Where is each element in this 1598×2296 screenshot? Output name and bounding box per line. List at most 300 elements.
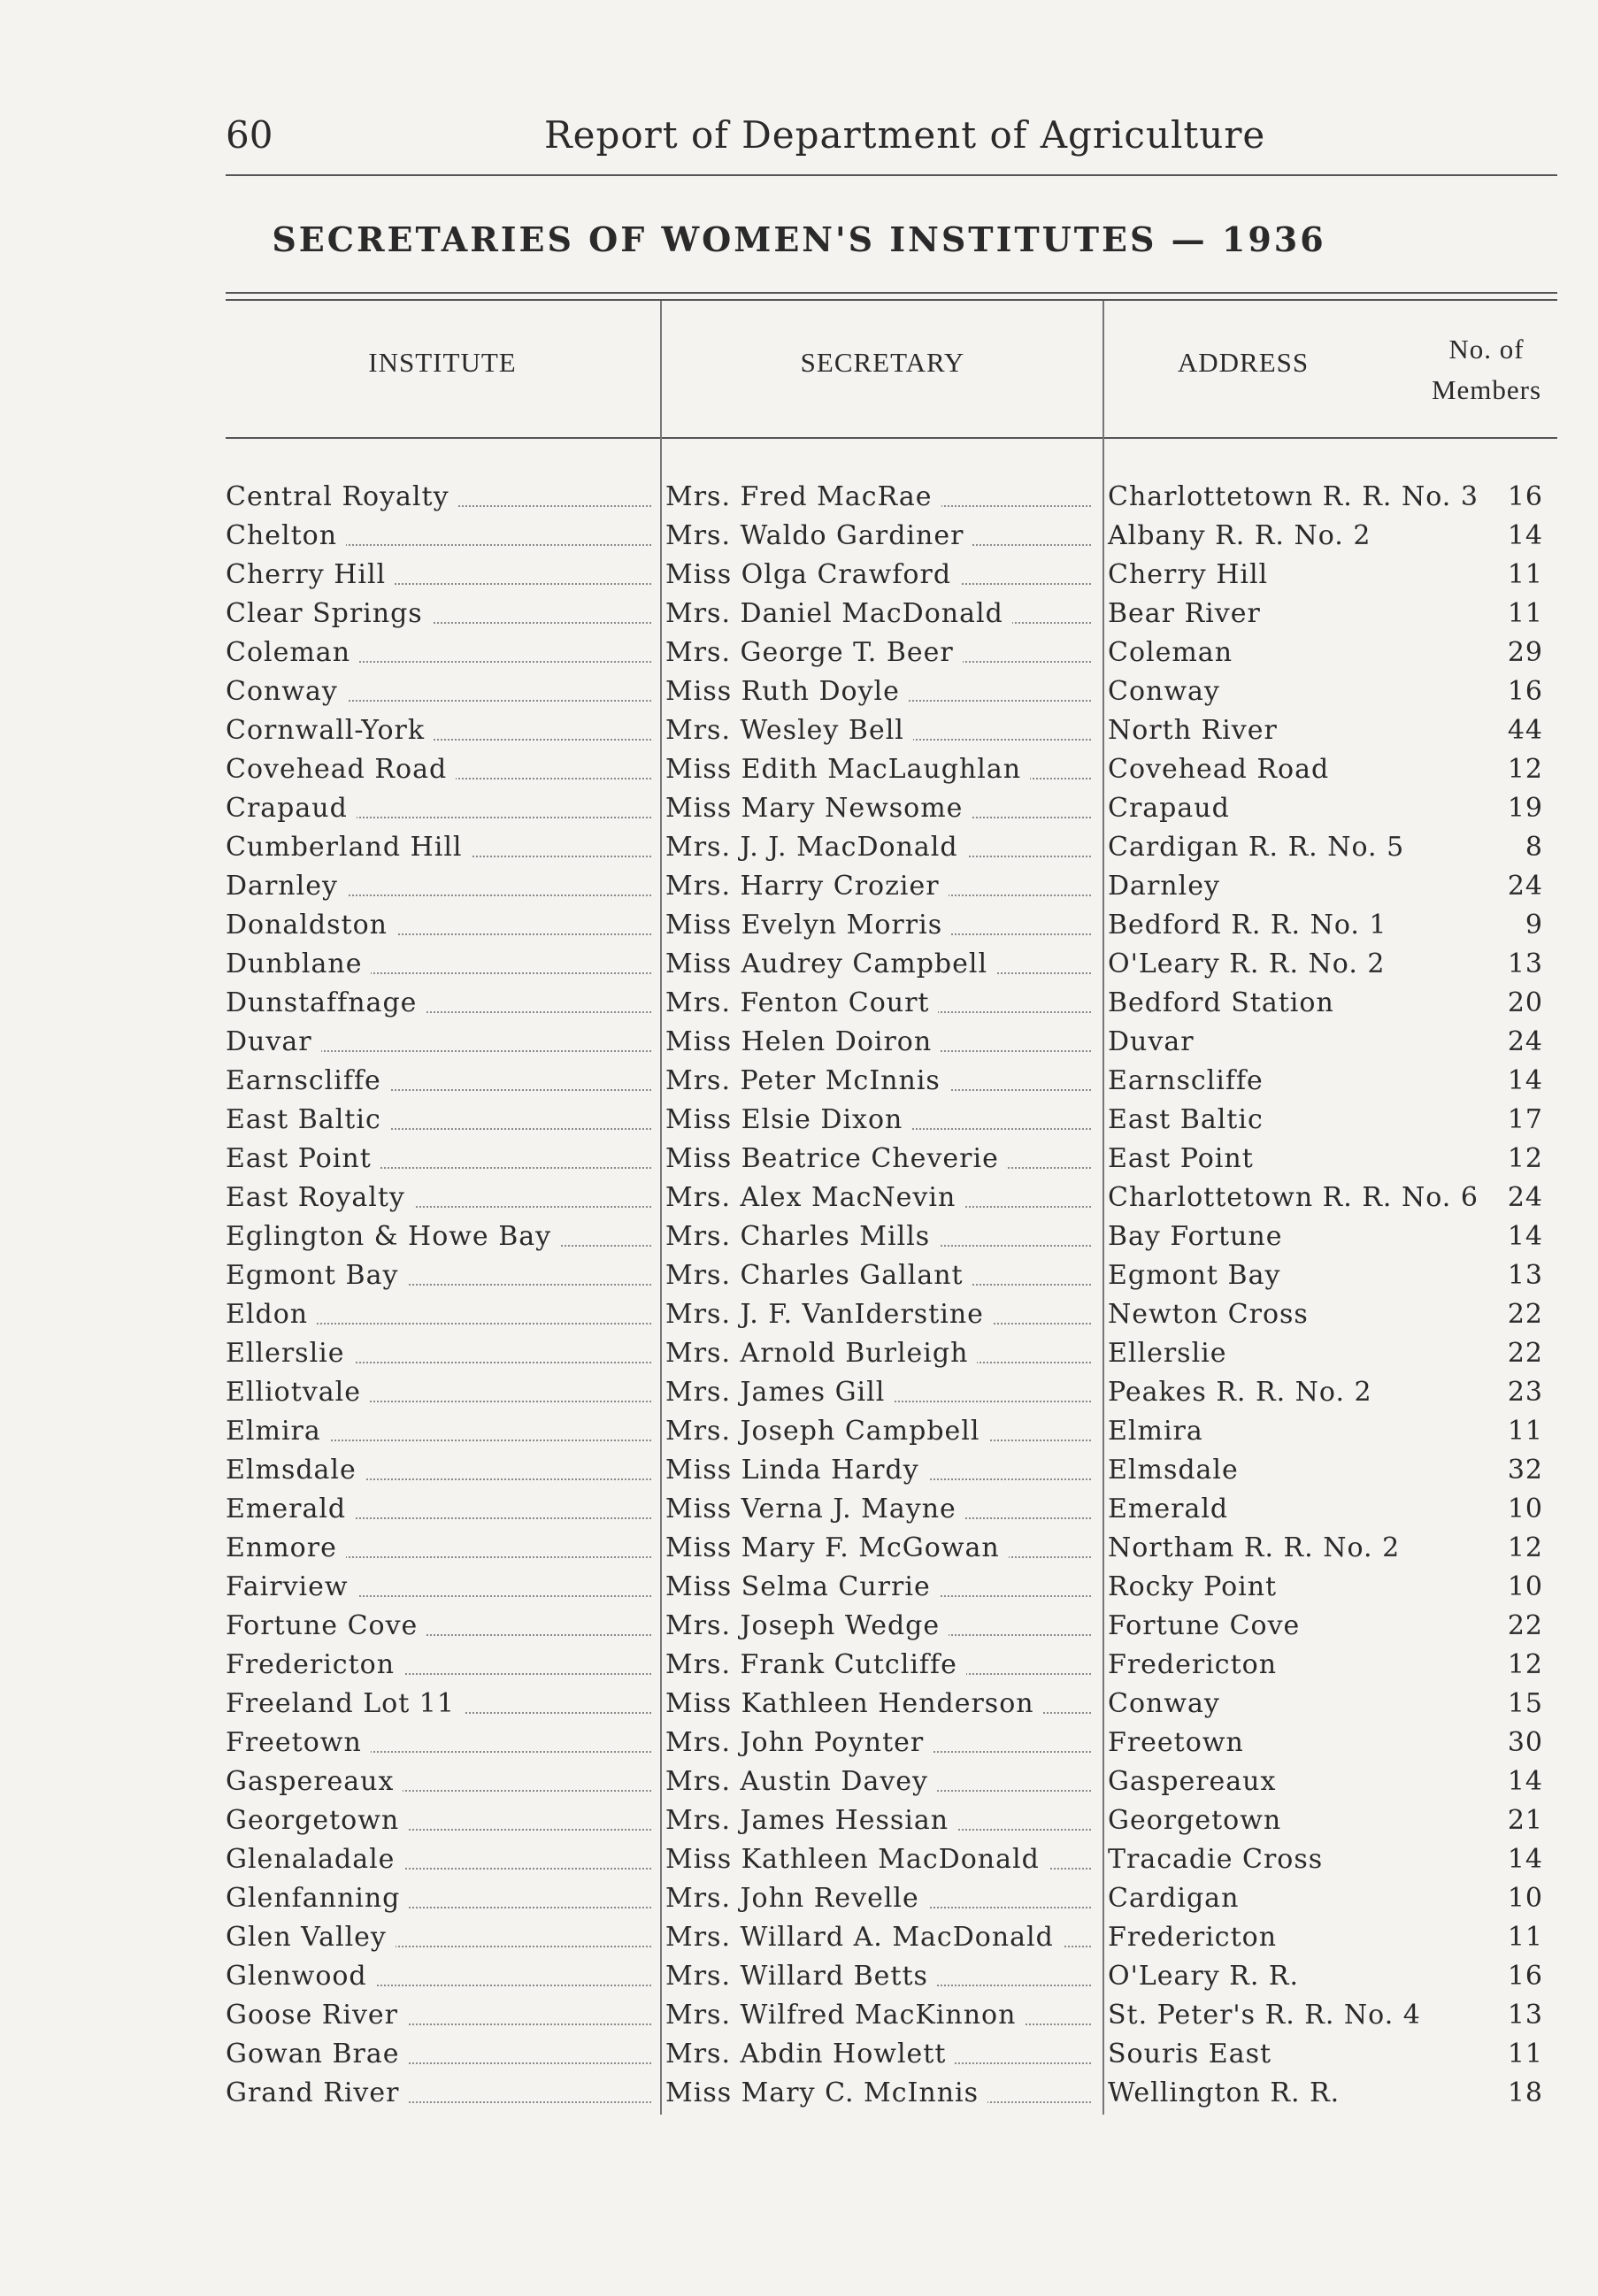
- secretary-cell: [665, 1607, 1096, 1646]
- secretary-cell: [665, 1451, 1096, 1490]
- address-cell-text: Peakes R. R. No. 2: [1108, 1377, 1381, 1408]
- table-header-rule: [226, 437, 1557, 439]
- secretary-cell: [665, 634, 1096, 672]
- table-top-rule-inner: [226, 299, 1557, 301]
- members-cell-text: 22: [1508, 1610, 1552, 1641]
- address-cell-text: Fortune Cove: [1108, 1610, 1309, 1641]
- address-cell: [1108, 1101, 1497, 1140]
- members-cell-text: 29: [1508, 637, 1552, 668]
- address-cell: [1108, 556, 1497, 595]
- institute-cell: [226, 1529, 657, 1568]
- members-cell: [1497, 828, 1552, 867]
- secretary-cell-text: Mrs. Willard A. MacDonald: [665, 1922, 1063, 1953]
- address-cell-text: Fredericton: [1108, 1922, 1286, 1953]
- institute-cell: [226, 1023, 657, 1062]
- secretary-cell: [665, 1295, 1096, 1334]
- institute-cell-text: Gowan Brae: [226, 2039, 408, 2069]
- members-cell: [1497, 1451, 1552, 1490]
- institute-cell: [226, 1256, 657, 1295]
- institute-cell-text: Elliotvale: [226, 1377, 370, 1408]
- institute-cell-text: Freeland Lot 11: [226, 1688, 464, 1719]
- address-cell: [1108, 1957, 1497, 1996]
- secretary-cell-text: Miss Beatrice Cheverie: [665, 1143, 1008, 1174]
- members-cell: [1497, 1412, 1552, 1451]
- address-cell-text: Souris East: [1108, 2039, 1280, 2069]
- institute-cell: [226, 1918, 657, 1957]
- table-row: [0, 1762, 1598, 1801]
- secretary-cell-text: Mrs. Daniel MacDonald: [665, 598, 1012, 629]
- table-row: [0, 1801, 1598, 1840]
- address-cell-text: Charlottetown R. R. No. 6: [1108, 1182, 1487, 1213]
- members-cell-text: 10: [1508, 1883, 1552, 1914]
- address-cell-text: East Point: [1108, 1143, 1263, 1174]
- table-row: [0, 1295, 1598, 1334]
- table-row: [0, 1685, 1598, 1724]
- institute-cell: [226, 711, 657, 750]
- institute-cell-text: Eldon: [226, 1299, 317, 1330]
- institute-cell: [226, 556, 657, 595]
- secretary-cell-text: Mrs. John Revelle: [665, 1883, 928, 1914]
- institute-cell: [226, 789, 657, 828]
- institute-cell-text: Grand River: [226, 2077, 408, 2108]
- table-row: [0, 1646, 1598, 1685]
- secretary-cell-text: Mrs. Wesley Bell: [665, 715, 913, 746]
- address-cell: [1108, 2074, 1497, 2113]
- table-row: [0, 828, 1598, 867]
- institute-cell-text: Central Royalty: [226, 481, 458, 512]
- members-cell: [1497, 2074, 1552, 2113]
- address-cell: [1108, 828, 1497, 867]
- institute-cell-text: Enmore: [226, 1532, 346, 1563]
- institute-cell: [226, 517, 657, 556]
- members-cell: [1497, 672, 1552, 711]
- address-cell-text: Fredericton: [1108, 1649, 1286, 1680]
- secretary-cell: [665, 1256, 1096, 1295]
- institute-cell: [226, 1179, 657, 1217]
- address-cell-text: Bedford R. R. No. 1: [1108, 910, 1396, 941]
- secretary-cell: [665, 1918, 1096, 1957]
- address-cell: [1108, 1607, 1497, 1646]
- table-row: [0, 1529, 1598, 1568]
- members-cell-text: 24: [1508, 1182, 1552, 1213]
- institute-cell: [226, 595, 657, 634]
- address-cell: [1108, 1412, 1497, 1451]
- address-cell: [1108, 595, 1497, 634]
- table-row: [0, 867, 1598, 906]
- institute-cell: [226, 1062, 657, 1101]
- institute-cell-text: Earnscliffe: [226, 1065, 390, 1096]
- institute-cell-text: Conway: [226, 676, 347, 707]
- address-cell-text: East Baltic: [1108, 1104, 1272, 1135]
- institute-cell: [226, 478, 657, 517]
- secretary-cell-text: Mrs. Arnold Burleigh: [665, 1338, 977, 1369]
- address-cell-text: Bedford Station: [1108, 987, 1343, 1018]
- institute-cell: [226, 672, 657, 711]
- secretary-cell-text: Mrs. Peter McInnis: [665, 1065, 949, 1096]
- secretary-cell: [665, 906, 1096, 945]
- secretary-cell: [665, 1879, 1096, 1918]
- institute-cell: [226, 1373, 657, 1412]
- address-cell-text: Earnscliffe: [1108, 1065, 1272, 1096]
- secretary-cell-text: Mrs. James Hessian: [665, 1805, 957, 1836]
- secretary-cell-text: Mrs. Charles Gallant: [665, 1260, 972, 1291]
- table-row: [0, 1140, 1598, 1179]
- column-header-members: [1398, 329, 1575, 411]
- secretary-cell-text: Mrs. Wilfred MacKinnon: [665, 2000, 1025, 2031]
- members-cell: [1497, 1607, 1552, 1646]
- secretary-cell-text: Mrs. Willard Betts: [665, 1961, 937, 1992]
- address-cell: [1108, 1451, 1497, 1490]
- members-cell-text: 14: [1508, 1065, 1552, 1096]
- institute-cell-text: Cumberland Hill: [226, 832, 472, 863]
- members-cell: [1497, 1373, 1552, 1412]
- institute-cell-text: Glenwood: [226, 1961, 376, 1992]
- address-cell: [1108, 517, 1497, 556]
- address-cell-text: Bear River: [1108, 598, 1270, 629]
- secretary-cell: [665, 1529, 1096, 1568]
- institute-cell-text: Glenfanning: [226, 1883, 409, 1914]
- table-row: [0, 1918, 1598, 1957]
- members-cell-text: 12: [1508, 1532, 1552, 1563]
- members-cell: [1497, 711, 1552, 750]
- members-cell: [1497, 634, 1552, 672]
- secretary-cell: [665, 2074, 1096, 2113]
- address-cell-text: Darnley: [1108, 871, 1229, 902]
- address-cell: [1108, 1762, 1497, 1801]
- address-cell: [1108, 1217, 1497, 1256]
- address-cell: [1108, 1918, 1497, 1957]
- members-cell-text: 30: [1508, 1727, 1552, 1758]
- table-top-rule: [226, 292, 1557, 294]
- address-cell-text: Conway: [1108, 1688, 1229, 1719]
- address-cell: [1108, 1140, 1497, 1179]
- secretary-cell-text: Miss Edith MacLaughlan: [665, 754, 1030, 785]
- institute-cell-text: Duvar: [226, 1026, 321, 1057]
- members-cell-text: 13: [1508, 2000, 1552, 2031]
- members-cell-text: 10: [1508, 1494, 1552, 1524]
- address-cell-text: Egmont Bay: [1108, 1260, 1289, 1291]
- secretary-cell: [665, 1179, 1096, 1217]
- table-row: [0, 750, 1598, 789]
- members-cell-text: 14: [1508, 1844, 1552, 1875]
- secretary-cell-text: Miss Selma Currie: [665, 1571, 940, 1602]
- secretary-cell: [665, 711, 1096, 750]
- members-cell-text: 16: [1508, 676, 1552, 707]
- address-cell: [1108, 1334, 1497, 1373]
- address-cell-text: Emerald: [1108, 1494, 1237, 1524]
- column-header-members-line2: Members: [1431, 374, 1542, 405]
- members-cell-text: 11: [1508, 1416, 1552, 1447]
- institute-cell: [226, 1607, 657, 1646]
- institute-cell: [226, 984, 657, 1023]
- institute-cell: [226, 1646, 657, 1685]
- secretary-cell-text: Mrs. J. F. VanIderstine: [665, 1299, 993, 1330]
- address-cell-text: Tracadie Cross: [1108, 1844, 1332, 1875]
- column-header-secretary: SECRETARY: [800, 347, 965, 378]
- table-row: [0, 595, 1598, 634]
- secretary-cell-text: Mrs. Charles Mills: [665, 1221, 939, 1252]
- table-row: [0, 1256, 1598, 1295]
- members-cell: [1497, 1217, 1552, 1256]
- secretary-cell: [665, 517, 1096, 556]
- institute-cell: [226, 1451, 657, 1490]
- members-cell-text: 19: [1508, 793, 1552, 824]
- address-cell-text: Charlottetown R. R. No. 3: [1108, 481, 1487, 512]
- members-cell-text: 14: [1508, 520, 1552, 551]
- members-cell-text: 18: [1508, 2077, 1552, 2108]
- table-row: [0, 789, 1598, 828]
- institute-table-body: [0, 478, 1598, 2113]
- members-cell: [1497, 1529, 1552, 1568]
- institute-cell-text: Coleman: [226, 637, 359, 668]
- secretary-cell: [665, 478, 1096, 517]
- institute-cell-text: East Point: [226, 1143, 380, 1174]
- members-cell: [1497, 984, 1552, 1023]
- address-cell-text: Conway: [1108, 676, 1229, 707]
- institute-cell: [226, 1996, 657, 2035]
- members-cell: [1497, 1140, 1552, 1179]
- address-cell: [1108, 984, 1497, 1023]
- column-header-address: ADDRESS: [1177, 347, 1310, 378]
- table-row: [0, 1490, 1598, 1529]
- secretary-cell: [665, 1373, 1096, 1412]
- institute-cell: [226, 634, 657, 672]
- table-row: [0, 1373, 1598, 1412]
- members-cell-text: 15: [1508, 1688, 1552, 1719]
- secretary-cell-text: Mrs. Frank Cutcliffe: [665, 1649, 966, 1680]
- institute-cell: [226, 1101, 657, 1140]
- institute-cell-text: Cherry Hill: [226, 559, 395, 590]
- address-cell-text: Ellerslie: [1108, 1338, 1236, 1369]
- members-cell-text: 23: [1508, 1377, 1552, 1408]
- members-cell-text: 21: [1508, 1805, 1552, 1836]
- address-cell: [1108, 789, 1497, 828]
- members-cell-text: 44: [1508, 715, 1552, 746]
- institute-cell-text: Fredericton: [226, 1649, 403, 1680]
- institute-cell-text: Elmsdale: [226, 1455, 365, 1486]
- address-cell: [1108, 1490, 1497, 1529]
- table-row: [0, 2074, 1598, 2113]
- members-cell-text: 17: [1508, 1104, 1552, 1135]
- members-cell: [1497, 1840, 1552, 1879]
- address-cell-text: St. Peter's R. R. No. 4: [1108, 2000, 1430, 2031]
- table-row: [0, 1101, 1598, 1140]
- address-cell-text: Covehead Road: [1108, 754, 1338, 785]
- secretary-cell-text: Mrs. James Gill: [665, 1377, 894, 1408]
- members-cell: [1497, 945, 1552, 984]
- table-row: [0, 984, 1598, 1023]
- secretary-cell-text: Mrs. Joseph Wedge: [665, 1610, 949, 1641]
- institute-cell-text: Fortune Cove: [226, 1610, 426, 1641]
- table-row: [0, 2035, 1598, 2074]
- secretary-cell-text: Mrs. Waldo Gardiner: [665, 520, 972, 551]
- address-cell: [1108, 1295, 1497, 1334]
- institute-cell-text: Ellerslie: [226, 1338, 354, 1369]
- address-cell: [1108, 1879, 1497, 1918]
- address-cell: [1108, 1801, 1497, 1840]
- institute-cell-text: Cornwall-York: [226, 715, 434, 746]
- secretary-cell: [665, 1996, 1096, 2035]
- institute-cell-text: Freetown: [226, 1727, 371, 1758]
- members-cell: [1497, 750, 1552, 789]
- members-cell-text: 11: [1508, 1922, 1552, 1953]
- institute-cell: [226, 1334, 657, 1373]
- address-cell: [1108, 1840, 1497, 1879]
- address-cell: [1108, 906, 1497, 945]
- members-cell-text: 11: [1508, 559, 1552, 590]
- institute-cell: [226, 2035, 657, 2074]
- members-cell: [1497, 867, 1552, 906]
- members-cell: [1497, 1101, 1552, 1140]
- running-title: Report of Department of Agriculture: [544, 113, 1266, 157]
- table-row: [0, 1451, 1598, 1490]
- table-row: [0, 1840, 1598, 1879]
- members-cell: [1497, 2035, 1552, 2074]
- members-cell: [1497, 517, 1552, 556]
- address-cell-text: Georgetown: [1108, 1805, 1290, 1836]
- institute-cell-text: Clear Springs: [226, 598, 432, 629]
- members-cell-text: 10: [1508, 1571, 1552, 1602]
- table-row: [0, 1957, 1598, 1996]
- secretary-cell-text: Mrs. Fred MacRae: [665, 481, 941, 512]
- institute-cell: [226, 1840, 657, 1879]
- address-cell-text: O'Leary R. R. No. 2: [1108, 948, 1394, 979]
- secretary-cell-text: Miss Kathleen MacDonald: [665, 1844, 1049, 1875]
- address-cell: [1108, 1568, 1497, 1607]
- members-cell: [1497, 789, 1552, 828]
- address-cell: [1108, 1179, 1497, 1217]
- members-cell: [1497, 1256, 1552, 1295]
- secretary-cell: [665, 1685, 1096, 1724]
- institute-cell-text: Georgetown: [226, 1805, 408, 1836]
- secretary-cell-text: Mrs. Alex MacNevin: [665, 1182, 964, 1213]
- address-cell-text: O'Leary R. R.: [1108, 1961, 1308, 1992]
- secretary-cell: [665, 556, 1096, 595]
- address-cell-text: Newton Cross: [1108, 1299, 1318, 1330]
- institute-cell-text: Donaldston: [226, 910, 396, 941]
- address-cell-text: Elmsdale: [1108, 1455, 1248, 1486]
- address-cell: [1108, 1256, 1497, 1295]
- secretary-cell-text: Mrs. Abdin Howlett: [665, 2039, 955, 2069]
- secretary-cell-text: Mrs. Joseph Campbell: [665, 1416, 988, 1447]
- address-cell-text: Wellington R. R.: [1108, 2077, 1348, 2108]
- address-cell: [1108, 1062, 1497, 1101]
- address-cell: [1108, 1529, 1497, 1568]
- table-row: [0, 1724, 1598, 1762]
- secretary-cell-text: Mrs. Harry Crozier: [665, 871, 949, 902]
- address-cell-text: Bay Fortune: [1108, 1221, 1291, 1252]
- members-cell-text: 13: [1508, 948, 1552, 979]
- members-cell-text: 8: [1525, 832, 1552, 863]
- institute-cell-text: Glen Valley: [226, 1922, 396, 1953]
- secretary-cell: [665, 672, 1096, 711]
- secretary-cell: [665, 1101, 1096, 1140]
- secretary-cell-text: Miss Helen Doiron: [665, 1026, 941, 1057]
- address-cell-text: Rocky Point: [1108, 1571, 1286, 1602]
- page-header: [226, 113, 1557, 157]
- members-cell: [1497, 1801, 1552, 1840]
- secretary-cell: [665, 1217, 1096, 1256]
- members-cell: [1497, 1062, 1552, 1101]
- secretary-cell: [665, 867, 1096, 906]
- institute-cell-text: Chelton: [226, 520, 346, 551]
- institute-cell: [226, 1762, 657, 1801]
- institute-cell: [226, 1879, 657, 1918]
- address-cell: [1108, 634, 1497, 672]
- members-cell: [1497, 1023, 1552, 1062]
- table-row: [0, 1996, 1598, 2035]
- institute-cell-text: Goose River: [226, 2000, 407, 2031]
- members-cell: [1497, 478, 1552, 517]
- secretary-cell: [665, 1490, 1096, 1529]
- address-cell: [1108, 1996, 1497, 2035]
- address-cell-text: Duvar: [1108, 1026, 1203, 1057]
- members-cell: [1497, 1179, 1552, 1217]
- secretary-cell: [665, 750, 1096, 789]
- institute-cell: [226, 1217, 657, 1256]
- address-cell-text: Crapaud: [1108, 793, 1239, 824]
- secretary-cell: [665, 1724, 1096, 1762]
- members-cell: [1497, 1724, 1552, 1762]
- secretary-cell: [665, 1646, 1096, 1685]
- secretary-cell-text: Miss Mary Newsome: [665, 793, 972, 824]
- secretary-cell: [665, 1412, 1096, 1451]
- secretary-cell-text: Miss Olga Crawford: [665, 559, 960, 590]
- secretary-cell: [665, 1840, 1096, 1879]
- institute-cell-text: Crapaud: [226, 793, 357, 824]
- address-cell: [1108, 2035, 1497, 2074]
- table-row: [0, 1412, 1598, 1451]
- table-row: [0, 711, 1598, 750]
- institute-cell-text: Dunblane: [226, 948, 371, 979]
- members-cell: [1497, 1996, 1552, 2035]
- secretary-cell: [665, 1801, 1096, 1840]
- table-row: [0, 672, 1598, 711]
- column-header-institute: INSTITUTE: [368, 347, 517, 378]
- header-rule: [226, 174, 1557, 176]
- table-row: [0, 517, 1598, 556]
- secretary-cell-text: Miss Verna J. Mayne: [665, 1494, 965, 1524]
- members-cell: [1497, 1490, 1552, 1529]
- address-cell: [1108, 1373, 1497, 1412]
- table-row: [0, 1879, 1598, 1918]
- institute-cell: [226, 828, 657, 867]
- institute-cell-text: Emerald: [226, 1494, 355, 1524]
- institute-cell: [226, 1412, 657, 1451]
- table-row: [0, 1023, 1598, 1062]
- members-cell: [1497, 1918, 1552, 1957]
- members-cell: [1497, 906, 1552, 945]
- institute-cell-text: Egmont Bay: [226, 1260, 407, 1291]
- table-row: [0, 1607, 1598, 1646]
- institute-cell-text: Gaspereaux: [226, 1766, 403, 1797]
- secretary-cell: [665, 1957, 1096, 1996]
- secretary-cell: [665, 2035, 1096, 2074]
- address-cell: [1108, 867, 1497, 906]
- institute-cell: [226, 1957, 657, 1996]
- members-cell: [1497, 1568, 1552, 1607]
- secretary-cell-text: Miss Mary F. McGowan: [665, 1532, 1009, 1563]
- members-cell-text: 22: [1508, 1338, 1552, 1369]
- table-row: [0, 634, 1598, 672]
- institute-cell: [226, 1490, 657, 1529]
- members-cell-text: 16: [1508, 1961, 1552, 1992]
- page-number: 60: [226, 113, 273, 157]
- table-row: [0, 1568, 1598, 1607]
- members-cell: [1497, 1334, 1552, 1373]
- members-cell: [1497, 1685, 1552, 1724]
- institute-cell: [226, 1724, 657, 1762]
